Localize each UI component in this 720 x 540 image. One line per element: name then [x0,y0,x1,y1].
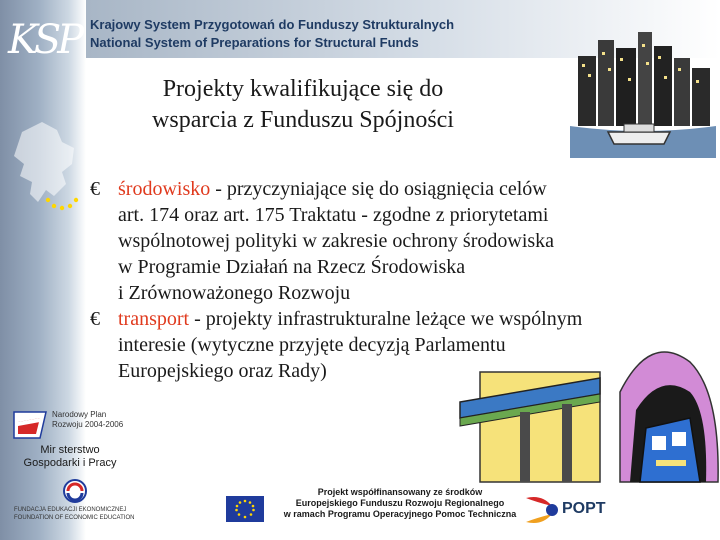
npr-line-2: Rozwoju 2004-2006 [52,420,124,429]
bullet-line: wspólnotowej polityki w zakresie ochrony środowiska [118,230,555,252]
fundacja-line-1: FUNDACJA EDUKACJI EKONOMICZNEJ [14,507,127,513]
ministry-logo-text [10,444,130,470]
title-line-1: Projekty kwalifikujące się do [162,76,444,102]
bullet-line: Europejskiego oraz Rady) [118,360,327,382]
bullet-highlight: środowisko [118,178,211,200]
bullet-text: - przyczyniające się do osiągnięcia celów [210,178,547,200]
city-skyline-icon [570,28,716,158]
funding-line-3: w ramach Programu Operacyjnego Pomoc Techniczna [283,509,517,519]
title-line-2: wsparcia z Funduszu Spójności [152,107,454,133]
popt-logo-icon [522,492,562,528]
bullet-line: w Programie Działań na Rzecz Środowiska [118,256,466,278]
bullet-item-environment [90,176,690,306]
bullet-line: interesie (wytyczne przyjęte decyzją Parlamentu [118,334,506,356]
bullet-marker: € [90,308,100,330]
transport-clipart-icon [450,332,720,492]
bullet-line [118,306,690,332]
eu-flag-icon [226,496,264,522]
bullet-line: i Zrównoważonego Rozwoju [118,282,351,304]
ksp-logo: KSP [8,17,81,63]
ministry-line-2: Gospodarki i Pracy [23,457,117,469]
funding-line-1: Projekt współfinansowany ze środków [317,487,483,497]
header-title-en: National System of Preparations for Structural Funds [90,35,419,50]
bullet-text: - projekty infrastrukturalne leżące we wspólnym [189,308,583,330]
fundacja-logo-text [14,506,144,522]
fundacja-line-2: FOUNDATION OF ECONOMIC EDUCATION [14,515,135,521]
bullet-marker: € [90,178,100,200]
bullet-highlight: transport [118,308,190,330]
funding-line-2: Europejskiego Funduszu Rozwoju Regionalnego [295,498,505,508]
fundacja-logo-icon [62,478,88,504]
funding-notice [270,487,530,520]
npr-logo-text [52,410,123,430]
header-title-pl: Krajowy System Przygotowań do Funduszy Strukturalnych [90,17,455,32]
ministry-line-1: Mir sterstwo [40,444,100,456]
bullet-line: art. 174 oraz art. 175 Traktatu - zgodne z priorytetami [118,204,549,226]
npr-line-1: Narodowy Plan [52,410,107,419]
slide-title [108,74,498,136]
europe-map-icon [2,112,86,222]
bullet-line [118,176,690,202]
popt-logo-text: POPT [562,500,606,517]
